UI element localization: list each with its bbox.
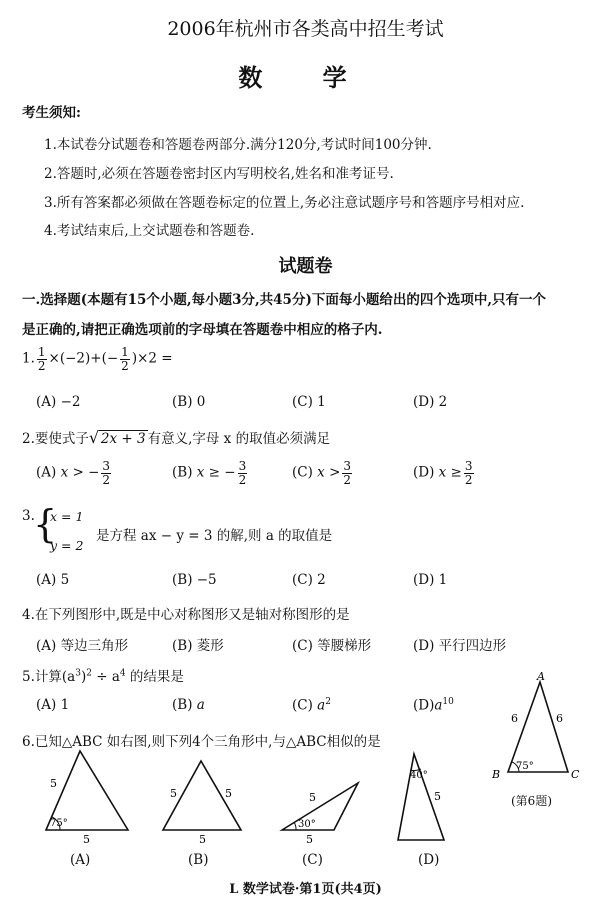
q3-option-d: (D) 1 <box>413 572 448 588</box>
figure-6-caption: (第6题) <box>511 794 552 808</box>
q6-option-a-label: (A) <box>70 852 91 868</box>
q6-triangle-a <box>36 745 148 845</box>
q3-equation-1: x = 1 <box>50 509 84 524</box>
question-1: 1. $\frac{1}{2}$ ×(−2)+(− $\frac{1}{2}$ )×2 = <box>22 345 173 373</box>
side-label: 5 <box>199 833 206 845</box>
q3-option-c: (C) 2 <box>292 572 326 588</box>
q6-triangle-b <box>155 755 255 845</box>
question-6: 6.已知△ABC 如右图,则下列4个三角形中,与△ABC相似的是 <box>22 734 381 750</box>
notice-title: 考生须知: <box>22 105 81 121</box>
side-label: 5 <box>83 833 90 845</box>
q3-equation-2: y = 2 <box>50 538 84 553</box>
question-4: 4.在下列图形中,既是中心对称图形又是轴对称图形的是 <box>22 607 350 623</box>
q4-option-d: (D) 平行四边形 <box>413 638 507 654</box>
q6-option-b-label: (B) <box>188 852 209 868</box>
vertex-c-label: C <box>571 768 580 781</box>
section-title: 试题卷 <box>278 256 333 277</box>
angle-label: 40° <box>410 770 428 781</box>
q2-option-d: (D) x ≥ $\frac{3}{2}$ <box>413 459 473 487</box>
q6-triangle-d <box>392 748 462 848</box>
q1-option-c: (C) 1 <box>292 394 326 410</box>
question-5: 5.计算$(a^3)^2 \div a^4$ 的结果是 <box>22 668 184 685</box>
question-3-number: 3. <box>22 508 35 524</box>
q2-option-a: (A) x > − $\frac{3}{2}$ <box>36 459 111 487</box>
q5-option-c: (C) $a^2$ <box>292 697 331 714</box>
q1-option-a: (A) −2 <box>36 394 81 410</box>
q2-option-b: (B) x ≥ − $\frac{3}{2}$ <box>172 459 247 487</box>
angle-b-label: 75° <box>516 761 534 772</box>
reference-triangle-abc <box>486 670 586 785</box>
notice-item-1: 1.本试卷分试题卷和答题卷两部分.满分120分,考试时间100分钟. <box>44 137 432 153</box>
q5-option-d: $(D)a^{10}$ <box>413 697 454 714</box>
side-label: 5 <box>434 790 441 803</box>
q3-brace: { <box>33 502 58 546</box>
q5-option-b: (B) a <box>172 697 205 713</box>
notice-item-4: 4.考试结束后,上交试题卷和答题卷. <box>44 223 255 239</box>
side-label: 5 <box>309 791 316 804</box>
vertex-b-label: B <box>492 768 501 781</box>
side-ab-label: 6 <box>511 712 518 725</box>
q6-option-d-label: (D) <box>418 852 440 868</box>
exam-title: 2006年杭州市各类高中招生考试 <box>167 18 444 40</box>
subject-title: 数 学 <box>238 63 373 92</box>
notice-item-2: 2.答题时,必须在答题卷密封区内写明校名,姓名和准考证号. <box>44 166 394 182</box>
side-label: 5 <box>225 787 232 800</box>
notice-item-3: 3.所有答案都必须做在答题卷标定的位置上,务必注意试题序号和答题序号相对应. <box>44 195 525 211</box>
side-ac-label: 6 <box>556 712 563 725</box>
part1-instructions-line1: 一.选择题(本题有15个小题,每小题3分,共45分)下面每小题给出的四个选项中,只有一个 <box>22 292 547 308</box>
q4-option-c: (C) 等腰梯形 <box>292 638 372 654</box>
q2-option-c: (C) x > $\frac{3}{2}$ <box>292 459 352 487</box>
question-3-text: 是方程 ax − y = 3 的解,则 a 的取值是 <box>96 528 333 544</box>
part1-instructions-line2: 是正确的,请把正确选项前的字母填在答题卷中相应的格子内. <box>22 322 383 338</box>
page-footer: L 数学试卷·第1页(共4页) <box>229 882 382 897</box>
q6-option-c-label: (C) <box>302 852 323 868</box>
side-label: 5 <box>50 777 57 790</box>
q6-triangle-c <box>276 775 376 845</box>
question-2: 2.要使式子 √ 2x + 3 有意义,字母 x 的取值必须满足 <box>22 428 331 447</box>
side-label: 5 <box>170 787 177 800</box>
q4-option-a: (A) 等边三角形 <box>36 638 129 654</box>
angle-label: 75° <box>50 818 68 829</box>
q5-option-a: (A) 1 <box>36 697 70 713</box>
q1-option-d: (D) 2 <box>413 394 448 410</box>
angle-label: 30° <box>298 819 316 830</box>
side-label: 5 <box>306 833 313 845</box>
q3-option-b: (B) −5 <box>172 572 217 588</box>
q1-option-b: (B) 0 <box>172 394 206 410</box>
q4-option-b: (B) 菱形 <box>172 638 224 654</box>
q3-option-a: (A) 5 <box>36 572 70 588</box>
vertex-a-label: A <box>537 670 545 683</box>
